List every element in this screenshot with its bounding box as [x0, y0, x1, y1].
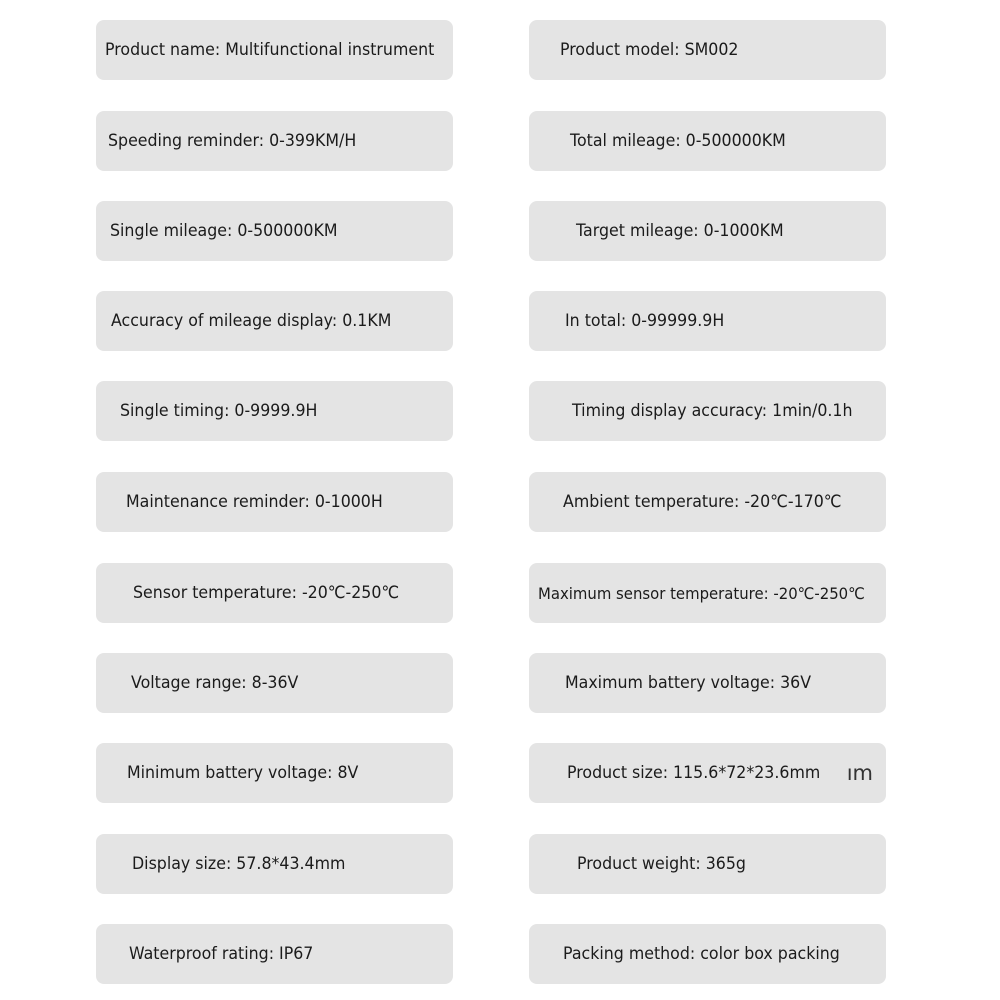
spec-min-battery-voltage: [96, 743, 453, 803]
spec-waterproof-rating: [96, 924, 453, 984]
spec-voltage-range: [96, 653, 453, 713]
spec-label: Product name: Multifunctional instrument: [105, 40, 435, 60]
spec-label: Product size: 115.6*72*23.6mm: [567, 763, 821, 783]
spec-product-name: [96, 20, 453, 80]
spec-label: Minimum battery voltage: 8V: [127, 763, 359, 783]
spec-label: In total: 0-99999.9H: [565, 311, 725, 331]
spec-label: Product model: SM002: [560, 40, 739, 60]
spec-packing-method: [529, 924, 886, 984]
spec-label: Single timing: 0-9999.9H: [120, 401, 318, 421]
spec-single-timing: [96, 381, 453, 441]
spec-label: Maintenance reminder: 0-1000H: [126, 492, 383, 512]
spec-label: Total mileage: 0-500000KM: [570, 131, 786, 151]
spec-mileage-accuracy: [96, 291, 453, 351]
spec-label: Single mileage: 0-500000KM: [110, 221, 338, 241]
spec-label: Maximum sensor temperature: -20℃-250℃: [538, 583, 865, 603]
spec-in-total: [529, 291, 886, 351]
spec-label: Target mileage: 0-1000KM: [576, 221, 784, 241]
spec-product-model: [529, 20, 886, 80]
spec-total-mileage: [529, 111, 886, 171]
spec-label: Sensor temperature: -20℃-250℃: [133, 583, 400, 603]
spec-label: Maximum battery voltage: 36V: [565, 673, 812, 693]
spec-label: Voltage range: 8-36V: [131, 673, 299, 693]
spec-product-weight: [529, 834, 886, 894]
spec-maintenance-reminder: [96, 472, 453, 532]
spec-label: Speeding reminder: 0-399KM/H: [108, 131, 357, 151]
spec-max-sensor-temperature: [529, 563, 886, 623]
spec-label: Accuracy of mileage display: 0.1KM: [111, 311, 392, 331]
spec-label: Packing method: color box packing: [563, 944, 840, 964]
spec-label: Timing display accuracy: 1min/0.1h: [572, 401, 853, 421]
spec-timing-accuracy: [529, 381, 886, 441]
spec-label: Product weight: 365g: [577, 854, 746, 874]
spec-label: Display size: 57.8*43.4mm: [132, 854, 346, 874]
spec-target-mileage: [529, 201, 886, 261]
spec-extra-text: ım: [846, 761, 873, 785]
spec-display-size: [96, 834, 453, 894]
spec-sensor-temperature: [96, 563, 453, 623]
spec-label: Ambient temperature: -20℃-170℃: [563, 492, 842, 512]
spec-max-battery-voltage: [529, 653, 886, 713]
spec-speeding-reminder: [96, 111, 453, 171]
spec-product-size: [529, 743, 886, 803]
spec-label: Waterproof rating: IP67: [129, 944, 314, 964]
spec-ambient-temperature: [529, 472, 886, 532]
spec-single-mileage: [96, 201, 453, 261]
